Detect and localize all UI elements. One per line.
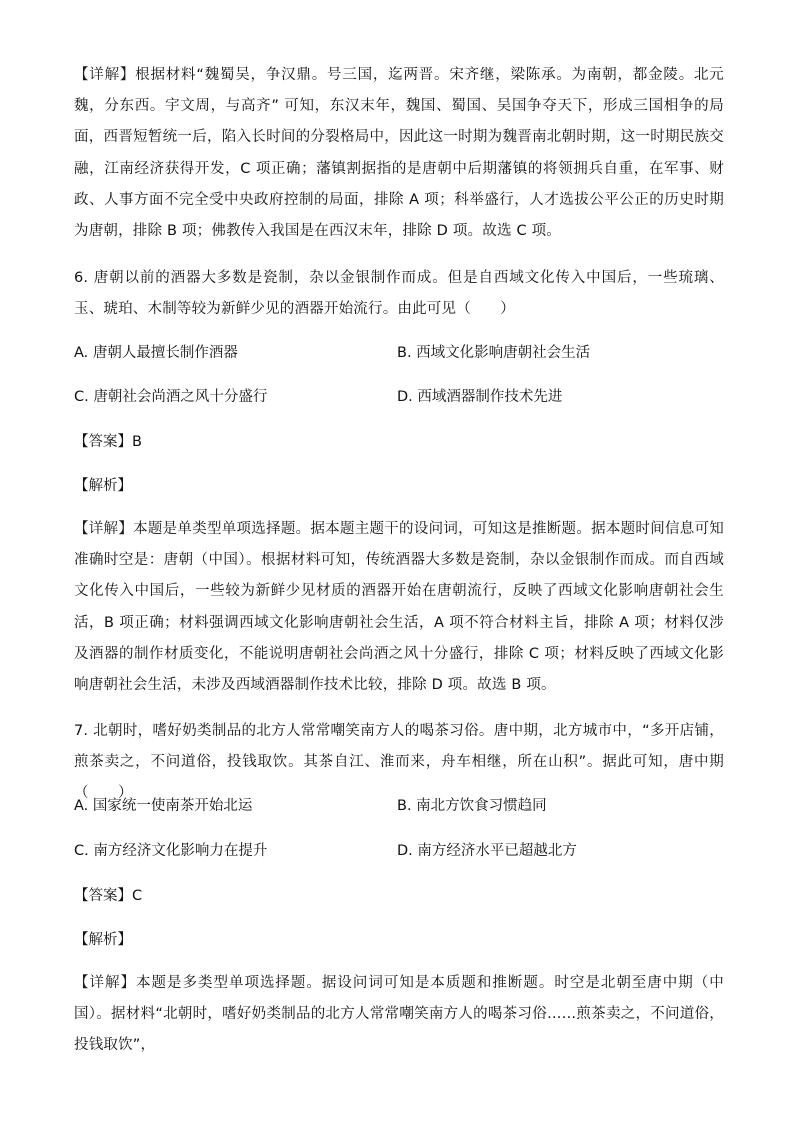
q7-answer: 【答案】C [74, 888, 143, 904]
explanation-text: 根据材料“魏蜀吴，争汉鼎。号三国，迄两晋。宋齐继，梁陈承。为南朝，都金陵。北元魏，分东西。宇文周，与高齐” 可知，东汉末年，魏国、蜀国、吴国争夺天下，形成三国相争的局面，西晋短暂统一后，陷入长时间的分裂格局中，因此这一时期为魏晋南北朝时期，这一时期民族交融，江南经济获得开发，C 项正确；藩镇割据指的是唐朝中后期藩镇的将领拥兵自重，在军事、财政、人事方面不完全受中央政府控制的局面，排除 A 项；科举盛行，人才选拔公平公正的历史时期为唐朝，排除 B 项；佛教传入我国是在西汉末年，排除 D 项。故选 C 项。 [74, 67, 724, 240]
q7-explanation [74, 968, 724, 1062]
question-6-stem: 6. 唐朝以前的酒器大多数是瓷制，杂以金银制作而成。但是自西域文化传入中国后，一些琉璃、玉、琥珀、木制等较为新鲜少见的酒器开始流行。由此可见（ ） [74, 270, 724, 318]
q7-option-b: B. 南北方饮食习惯趋同 [397, 798, 547, 814]
q7-analysis-label: 【解析】 [74, 932, 132, 948]
detail-tag: 【详解】 [74, 521, 134, 537]
q7-option-c: C. 南方经济文化影响力在提升 [74, 843, 268, 859]
q7-option-a: A. 国家统一使南茶开始北运 [74, 798, 253, 814]
detail-tag: 【详解】 [74, 67, 136, 83]
q6-option-a: A. 唐朝人最擅长制作酒器 [74, 345, 238, 361]
explanation-text: 本题是单类型单项选择题。据本题主题干的设问词，可知这是推断题。据本题时间信息可知准确时空是：唐朝（中国）。根据材料可知，传统酒器大多数是瓷制，杂以金银制作而成。而自西域文化传入中国后，一些较为新鲜少见材质的酒器开始在唐朝流行，反映了西域文化影响唐朝社会生活，B 项正确；材料强调西域文化影响唐朝社会生活，A 项不符合材料主旨，排除 A 项；材料仅涉及酒器的制作材质变化，不能说明唐朝社会尚酒之风十分盛行，排除 C 项；材料反映了西域文化影响唐朝社会生活，未涉及西域酒器制作技术比较，排除 D 项。故选 B 项。 [74, 521, 724, 694]
q6-option-b: B. 西域文化影响唐朝社会生活 [397, 345, 591, 361]
q6-explanation [74, 514, 724, 701]
q6-option-c: C. 唐朝社会尚酒之风十分盛行 [74, 389, 268, 405]
q6-analysis-label: 【解析】 [74, 478, 132, 494]
detail-tag: 【详解】 [74, 975, 136, 991]
explanation-text: 本题是多类型单项选择题。据设问词可知是本质题和推断题。时空是北朝至唐中期（中国）。据材料“北朝时，嗜好奶类制品的北方人常常嘲笑南方人的喝茶习俗……煎茶卖之，不问道俗，投钱取饮”， [74, 975, 724, 1054]
question-7-stem: 7. 北朝时，嗜好奶类制品的北方人常常嘲笑南方人的喝茶习俗。唐中期，北方城市中，“多开店铺，煎茶卖之，不问道俗，投钱取饮。其茶自江、淮而来，舟车相继，所在山积”。据此可知，唐中期（ ） [74, 723, 724, 802]
q7-option-d: D. 南方经济水平已超越北方 [397, 843, 577, 859]
q6-option-d: D. 西域酒器制作技术先进 [397, 389, 563, 405]
explanation-q5 [74, 60, 724, 247]
q6-answer: 【答案】B [74, 434, 142, 450]
